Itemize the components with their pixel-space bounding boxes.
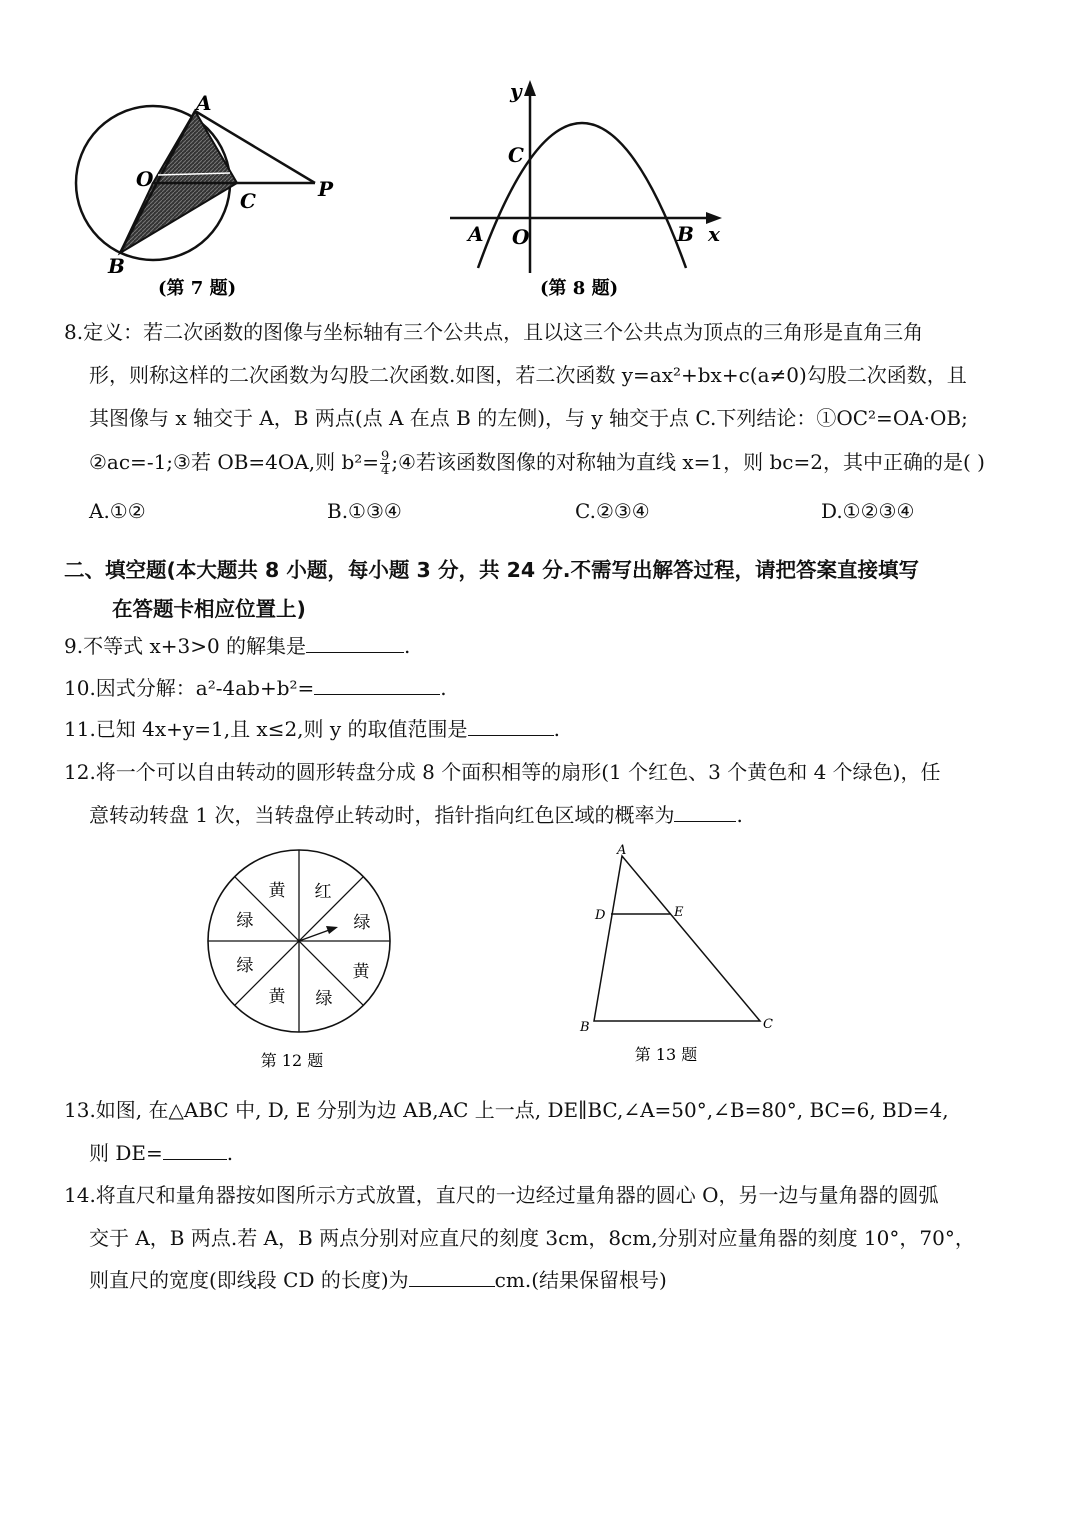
label-A: A <box>468 222 484 246</box>
q14-blank <box>409 1266 495 1287</box>
q8-choice-c: C.②③④ <box>575 499 650 523</box>
q9-blank <box>306 632 404 653</box>
q12-line2 <box>89 801 743 829</box>
q13-line2-text: 则 DE= <box>89 1141 163 1165</box>
q14-line1: 14.将直尺和量角器按如图所示方式放置，直尺的一边经过量角器的圆心 O，另一边与量角器的圆弧 <box>64 1183 939 1207</box>
q11-text: 11.已知 4x+y=1,且 x≤2,则 y 的取值范围是 <box>64 717 468 741</box>
figure-7 <box>70 88 350 303</box>
q8-choice-d: D.①②③④ <box>821 499 915 523</box>
q8-line1: 8.定义：若二次函数的图像与坐标轴有三个公共点，且以这三个公共点为顶点的三角形是直角三角 <box>64 320 924 344</box>
q9-end: . <box>404 634 411 658</box>
sector-3: 黄 <box>352 962 370 982</box>
label-E: E <box>674 905 684 920</box>
section-2-heading-line1: 二、填空题(本大题共 8 小题，每小题 3 分，共 24 分.不需写出解答过程，请把答案直接填写 <box>64 558 920 582</box>
q14-line3-text: 则直尺的宽度(即线段 CD 的长度)为 <box>89 1268 409 1292</box>
q10-end: . <box>440 676 447 700</box>
q14-line3 <box>89 1266 667 1294</box>
caption-fig7: (第 7 题) <box>158 278 237 299</box>
fraction <box>380 450 390 477</box>
pointer-arrowhead <box>326 926 338 934</box>
sector-5: 黄 <box>268 987 286 1007</box>
q8-choice-b: B.①③④ <box>327 499 402 523</box>
caption-fig8: (第 8 题) <box>540 278 619 299</box>
label-D: D <box>595 908 606 923</box>
figure-12 <box>200 840 410 1075</box>
q12-end: . <box>736 803 743 827</box>
caption-fig13: 第 13 题 <box>634 1045 698 1064</box>
q11-end: . <box>553 717 560 741</box>
label-O: O <box>512 225 530 249</box>
q13-line2 <box>89 1139 233 1167</box>
q13-end: . <box>226 1141 234 1165</box>
sector-1: 红 <box>314 882 332 902</box>
label-x: x <box>708 222 720 246</box>
q9 <box>64 632 410 660</box>
label-C: C <box>763 1017 773 1032</box>
q10-text: 10.因式分解：a²-4ab+b²= <box>64 676 315 700</box>
frac-den: 4 <box>381 463 390 478</box>
label-C: C <box>240 189 256 213</box>
q11 <box>64 715 560 743</box>
q10 <box>64 674 447 702</box>
q13-line1: 13.如图, 在△ABC 中, D, E 分别为边 AB,AC 上一点, DE∥BC,∠A=50°,∠B=80°, BC=6, BD=4, <box>64 1098 949 1122</box>
label-O: O <box>136 167 154 191</box>
q10-blank <box>314 674 440 695</box>
label-B: B <box>580 1020 590 1035</box>
sector-6: 绿 <box>236 956 254 976</box>
pointer <box>299 929 332 941</box>
shaded-triangle <box>153 111 237 183</box>
label-P: P <box>318 177 334 201</box>
q8-line4 <box>89 448 985 477</box>
sector-2: 绿 <box>353 913 371 933</box>
caption-fig12: 第 12 题 <box>260 1051 324 1070</box>
q9-text: 9.不等式 x+3>0 的解集是 <box>64 634 307 658</box>
q11-blank <box>468 715 554 736</box>
sector-7: 绿 <box>236 911 254 931</box>
figure-13 <box>570 838 790 1073</box>
q14-line2: 交于 A，B 两点.若 A，B 两点分别对应直尺的刻度 3cm，8cm,分别对应量角器的刻度 10°，70°， <box>89 1226 975 1250</box>
label-y: y <box>510 79 522 103</box>
q8-choice-a: A.①② <box>89 499 146 523</box>
label-C: C <box>508 143 524 167</box>
frac-num: 9 <box>381 449 390 464</box>
figure-8 <box>440 78 740 303</box>
q12-line1: 12.将一个可以自由转动的圆形转盘分成 8 个面积相等的扇形(1 个红色、3 个黄色和 4 个绿色)，任 <box>64 760 941 784</box>
q13-blank <box>163 1139 227 1160</box>
q8-line2: 形，则称这样的二次函数为勾股二次函数.如图，若二次函数 y=ax²+bx+c(a≠0)勾股二次函数，且 <box>89 363 967 387</box>
q8-line4-a: ②ac=-1;③若 OB=4OA,则 b²= <box>89 450 380 474</box>
q8-line3: 其图像与 x 轴交于 A，B 两点(点 A 在点 B 的左侧)，与 y 轴交于点 C.下列结论：①OC²=OA·OB; <box>89 406 968 430</box>
label-B: B <box>677 222 694 246</box>
label-A: A <box>617 843 627 858</box>
q12-line2-text: 意转动转盘 1 次，当转盘停止转动时，指针指向红色区域的概率为 <box>89 803 675 827</box>
section-2-heading-line2: 在答题卡相应位置上) <box>112 597 306 621</box>
sector-4: 绿 <box>315 989 333 1009</box>
triangle-abc <box>594 856 760 1021</box>
sector-0: 黄 <box>268 881 286 901</box>
q14-end: cm.(结果保留根号) <box>494 1268 667 1292</box>
q8-line4-b: ;④若该函数图像的对称轴为直线 x=1，则 bc=2，其中正确的是( ) <box>391 450 985 474</box>
q12-blank <box>674 801 736 822</box>
label-A: A <box>196 91 212 115</box>
label-B: B <box>108 254 125 278</box>
